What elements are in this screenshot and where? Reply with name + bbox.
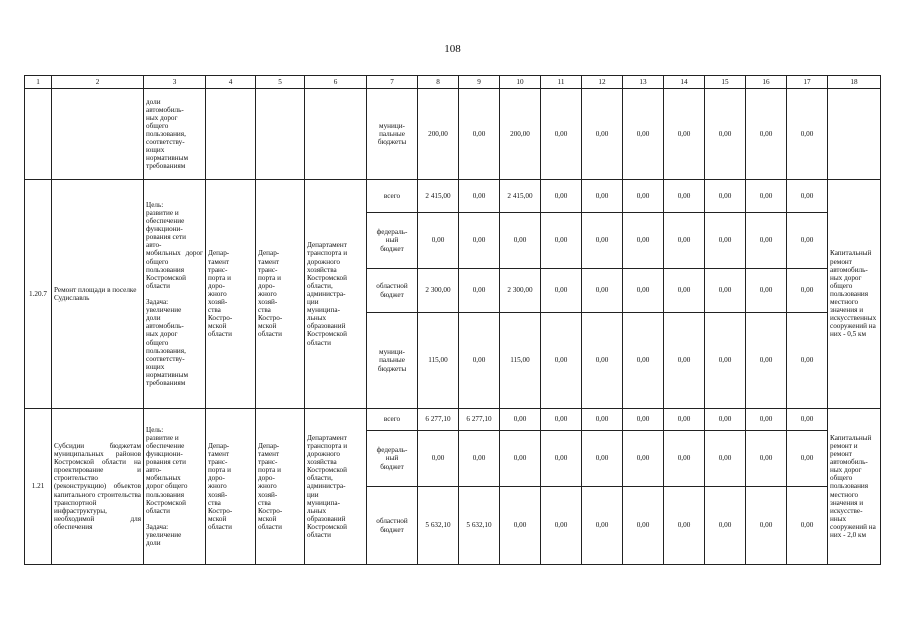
cell-value: 0,00 bbox=[459, 313, 500, 409]
col-header: 18 bbox=[828, 76, 881, 89]
cell-source: всего bbox=[367, 409, 418, 431]
cell-value: 0,00 bbox=[582, 89, 623, 180]
cell-value: 2 300,00 bbox=[418, 269, 459, 313]
col-header: 6 bbox=[305, 76, 367, 89]
cell-value: 0,00 bbox=[623, 487, 664, 565]
cell-exec: Департамент транспорта и дорожного хозяйства Костромской области, администра- ции муниципа- льных образований Костромской области bbox=[305, 180, 367, 409]
program-table bbox=[24, 75, 881, 565]
cell-value: 0,00 bbox=[705, 180, 746, 213]
cell-exec: Депар- тамент транс- порта и доро- жного хозяй- ства Костро- мской области bbox=[256, 409, 305, 565]
cell-value: 0,00 bbox=[664, 269, 705, 313]
cell-value: 0,00 bbox=[500, 213, 541, 269]
col-header: 8 bbox=[418, 76, 459, 89]
cell-value: 0,00 bbox=[705, 89, 746, 180]
cell-code bbox=[25, 89, 52, 180]
cell-value: 0,00 bbox=[705, 431, 746, 487]
cell-source: муници- пальные бюджеты bbox=[367, 89, 418, 180]
cell-code: 1.20.7 bbox=[25, 180, 52, 409]
cell-exec: Депар- тамент транс- порта и доро- жного хозяй- ства Костро- мской области bbox=[206, 180, 256, 409]
cell-value: 0,00 bbox=[623, 213, 664, 269]
cell-value: 0,00 bbox=[582, 180, 623, 213]
cell-value: 0,00 bbox=[787, 89, 828, 180]
cell-value: 0,00 bbox=[787, 269, 828, 313]
col-header: 5 bbox=[256, 76, 305, 89]
cell-value: 0,00 bbox=[418, 431, 459, 487]
cell-value: 0,00 bbox=[623, 431, 664, 487]
cell-exec: Депар- тамент транс- порта и доро- жного хозяй- ства Костро- мской области bbox=[256, 180, 305, 409]
cell-value: 0,00 bbox=[623, 313, 664, 409]
cell-value: 2 300,00 bbox=[500, 269, 541, 313]
cell-value: 0,00 bbox=[541, 213, 582, 269]
cell-value: 115,00 bbox=[418, 313, 459, 409]
cell-value: 0,00 bbox=[664, 180, 705, 213]
cell-goal: доли автомобиль- ных дорог общего пользования, соответству- ющих нормативным требованиям bbox=[144, 89, 206, 180]
cell-exec: Департамент транспорта и дорожного хозяйства Костромской области, администра- ции муниципа- льных образований Костромской области bbox=[305, 409, 367, 565]
cell-value: 0,00 bbox=[582, 313, 623, 409]
cell-value: 0,00 bbox=[664, 313, 705, 409]
cell-value: 0,00 bbox=[664, 409, 705, 431]
cell-value: 0,00 bbox=[787, 431, 828, 487]
col-header: 4 bbox=[206, 76, 256, 89]
cell-value: 0,00 bbox=[787, 213, 828, 269]
cell-value: 0,00 bbox=[787, 487, 828, 565]
cell-value: 0,00 bbox=[541, 89, 582, 180]
cell-value: 0,00 bbox=[623, 409, 664, 431]
cell-value: 0,00 bbox=[746, 213, 787, 269]
cell-value: 0,00 bbox=[746, 487, 787, 565]
cell-source: областной бюджет bbox=[367, 487, 418, 565]
cell-value: 0,00 bbox=[541, 313, 582, 409]
col-header: 3 bbox=[144, 76, 206, 89]
cell-value: 0,00 bbox=[541, 431, 582, 487]
cell-value: 0,00 bbox=[500, 431, 541, 487]
cell-value: 0,00 bbox=[500, 409, 541, 431]
cell-value: 0,00 bbox=[541, 269, 582, 313]
cell-exec bbox=[206, 89, 256, 180]
cell-value: 5 632,10 bbox=[418, 487, 459, 565]
col-header: 10 bbox=[500, 76, 541, 89]
cell-value: 5 632,10 bbox=[459, 487, 500, 565]
cell-value: 0,00 bbox=[664, 431, 705, 487]
cell-value: 0,00 bbox=[582, 409, 623, 431]
table-row bbox=[25, 409, 881, 431]
cell-value: 0,00 bbox=[623, 89, 664, 180]
cell-value: 115,00 bbox=[500, 313, 541, 409]
column-header-row bbox=[25, 76, 881, 89]
cell-value: 0,00 bbox=[787, 180, 828, 213]
cell-value: 0,00 bbox=[623, 180, 664, 213]
cell-value: 0,00 bbox=[787, 409, 828, 431]
cell-value: 0,00 bbox=[582, 431, 623, 487]
col-header: 7 bbox=[367, 76, 418, 89]
cell-value: 0,00 bbox=[746, 180, 787, 213]
cell-result bbox=[828, 89, 881, 180]
cell-source: федераль- ный бюджет bbox=[367, 213, 418, 269]
cell-result: Капитальный ремонт и ремонт автомобиль- ных дорог общего пользования местного значения и искусстве- нных сооружений на них - 2,0 км bbox=[828, 409, 881, 565]
cell-source: муници- пальные бюджеты bbox=[367, 313, 418, 409]
col-header: 13 bbox=[623, 76, 664, 89]
cell-value: 0,00 bbox=[418, 213, 459, 269]
cell-name: Ремонт площади в поселке Судиславль bbox=[52, 180, 144, 409]
cell-value: 0,00 bbox=[582, 269, 623, 313]
cell-value: 0,00 bbox=[541, 180, 582, 213]
cell-value: 2 415,00 bbox=[418, 180, 459, 213]
cell-name: Субсидии бюджетам муниципальных районов Костромской области на проектирование и строительство (реконструкцию) объектов капитального строительства транспортной инфраструктуры, необходимой для обеспечения bbox=[52, 409, 144, 565]
cell-value: 200,00 bbox=[418, 89, 459, 180]
cell-value: 0,00 bbox=[459, 431, 500, 487]
cell-value: 0,00 bbox=[582, 487, 623, 565]
cell-code: 1.21 bbox=[25, 409, 52, 565]
cell-value: 0,00 bbox=[746, 269, 787, 313]
col-header: 2 bbox=[52, 76, 144, 89]
cell-name bbox=[52, 89, 144, 180]
col-header: 14 bbox=[664, 76, 705, 89]
cell-value: 0,00 bbox=[746, 409, 787, 431]
cell-value: 0,00 bbox=[541, 409, 582, 431]
col-header: 17 bbox=[787, 76, 828, 89]
cell-value: 0,00 bbox=[582, 213, 623, 269]
cell-value: 0,00 bbox=[746, 431, 787, 487]
cell-value: 0,00 bbox=[459, 180, 500, 213]
cell-exec bbox=[256, 89, 305, 180]
cell-value: 0,00 bbox=[623, 269, 664, 313]
cell-exec: Депар- тамент транс- порта и доро- жного хозяй- ства Костро- мской области bbox=[206, 409, 256, 565]
cell-value: 0,00 bbox=[705, 269, 746, 313]
col-header: 15 bbox=[705, 76, 746, 89]
cell-source: всего bbox=[367, 180, 418, 213]
cell-result: Капитальный ремонт автомобиль- ных дорог общего пользования местного значения и искусственных сооружений на них - 0,5 км bbox=[828, 180, 881, 409]
col-header: 9 bbox=[459, 76, 500, 89]
cell-exec bbox=[305, 89, 367, 180]
col-header: 11 bbox=[541, 76, 582, 89]
cell-value: 0,00 bbox=[459, 213, 500, 269]
cell-goal: Цель: развитие и обеспечение функциони- рования сети авто- мобильных дорог общего пользования Костромской области Задача: увеличение доли bbox=[144, 409, 206, 565]
cell-source: федераль- ный бюджет bbox=[367, 431, 418, 487]
table-row bbox=[25, 180, 881, 213]
cell-value: 0,00 bbox=[664, 89, 705, 180]
cell-value: 0,00 bbox=[705, 409, 746, 431]
cell-value: 2 415,00 bbox=[500, 180, 541, 213]
page-number: 108 bbox=[444, 43, 461, 55]
cell-value: 0,00 bbox=[459, 269, 500, 313]
cell-value: 0,00 bbox=[746, 89, 787, 180]
cell-value: 0,00 bbox=[541, 487, 582, 565]
table-row bbox=[25, 89, 881, 180]
cell-value: 0,00 bbox=[459, 89, 500, 180]
cell-value: 6 277,10 bbox=[459, 409, 500, 431]
cell-value: 0,00 bbox=[500, 487, 541, 565]
cell-value: 0,00 bbox=[664, 487, 705, 565]
cell-value: 0,00 bbox=[705, 487, 746, 565]
cell-value: 200,00 bbox=[500, 89, 541, 180]
col-header: 1 bbox=[25, 76, 52, 89]
cell-value: 0,00 bbox=[664, 213, 705, 269]
cell-source: областной бюджет bbox=[367, 269, 418, 313]
cell-value: 0,00 bbox=[705, 213, 746, 269]
col-header: 12 bbox=[582, 76, 623, 89]
cell-goal: Цель: развитие и обеспечение функциони- рования сети авто- мобильных дорог общего пользования Костромской области Задача: увеличение доли автомобиль- ных дорог общего пользования, соответству- ющих нормативным требованиям bbox=[144, 180, 206, 409]
cell-value: 6 277,10 bbox=[418, 409, 459, 431]
cell-value: 0,00 bbox=[746, 313, 787, 409]
cell-value: 0,00 bbox=[787, 313, 828, 409]
cell-value: 0,00 bbox=[705, 313, 746, 409]
col-header: 16 bbox=[746, 76, 787, 89]
